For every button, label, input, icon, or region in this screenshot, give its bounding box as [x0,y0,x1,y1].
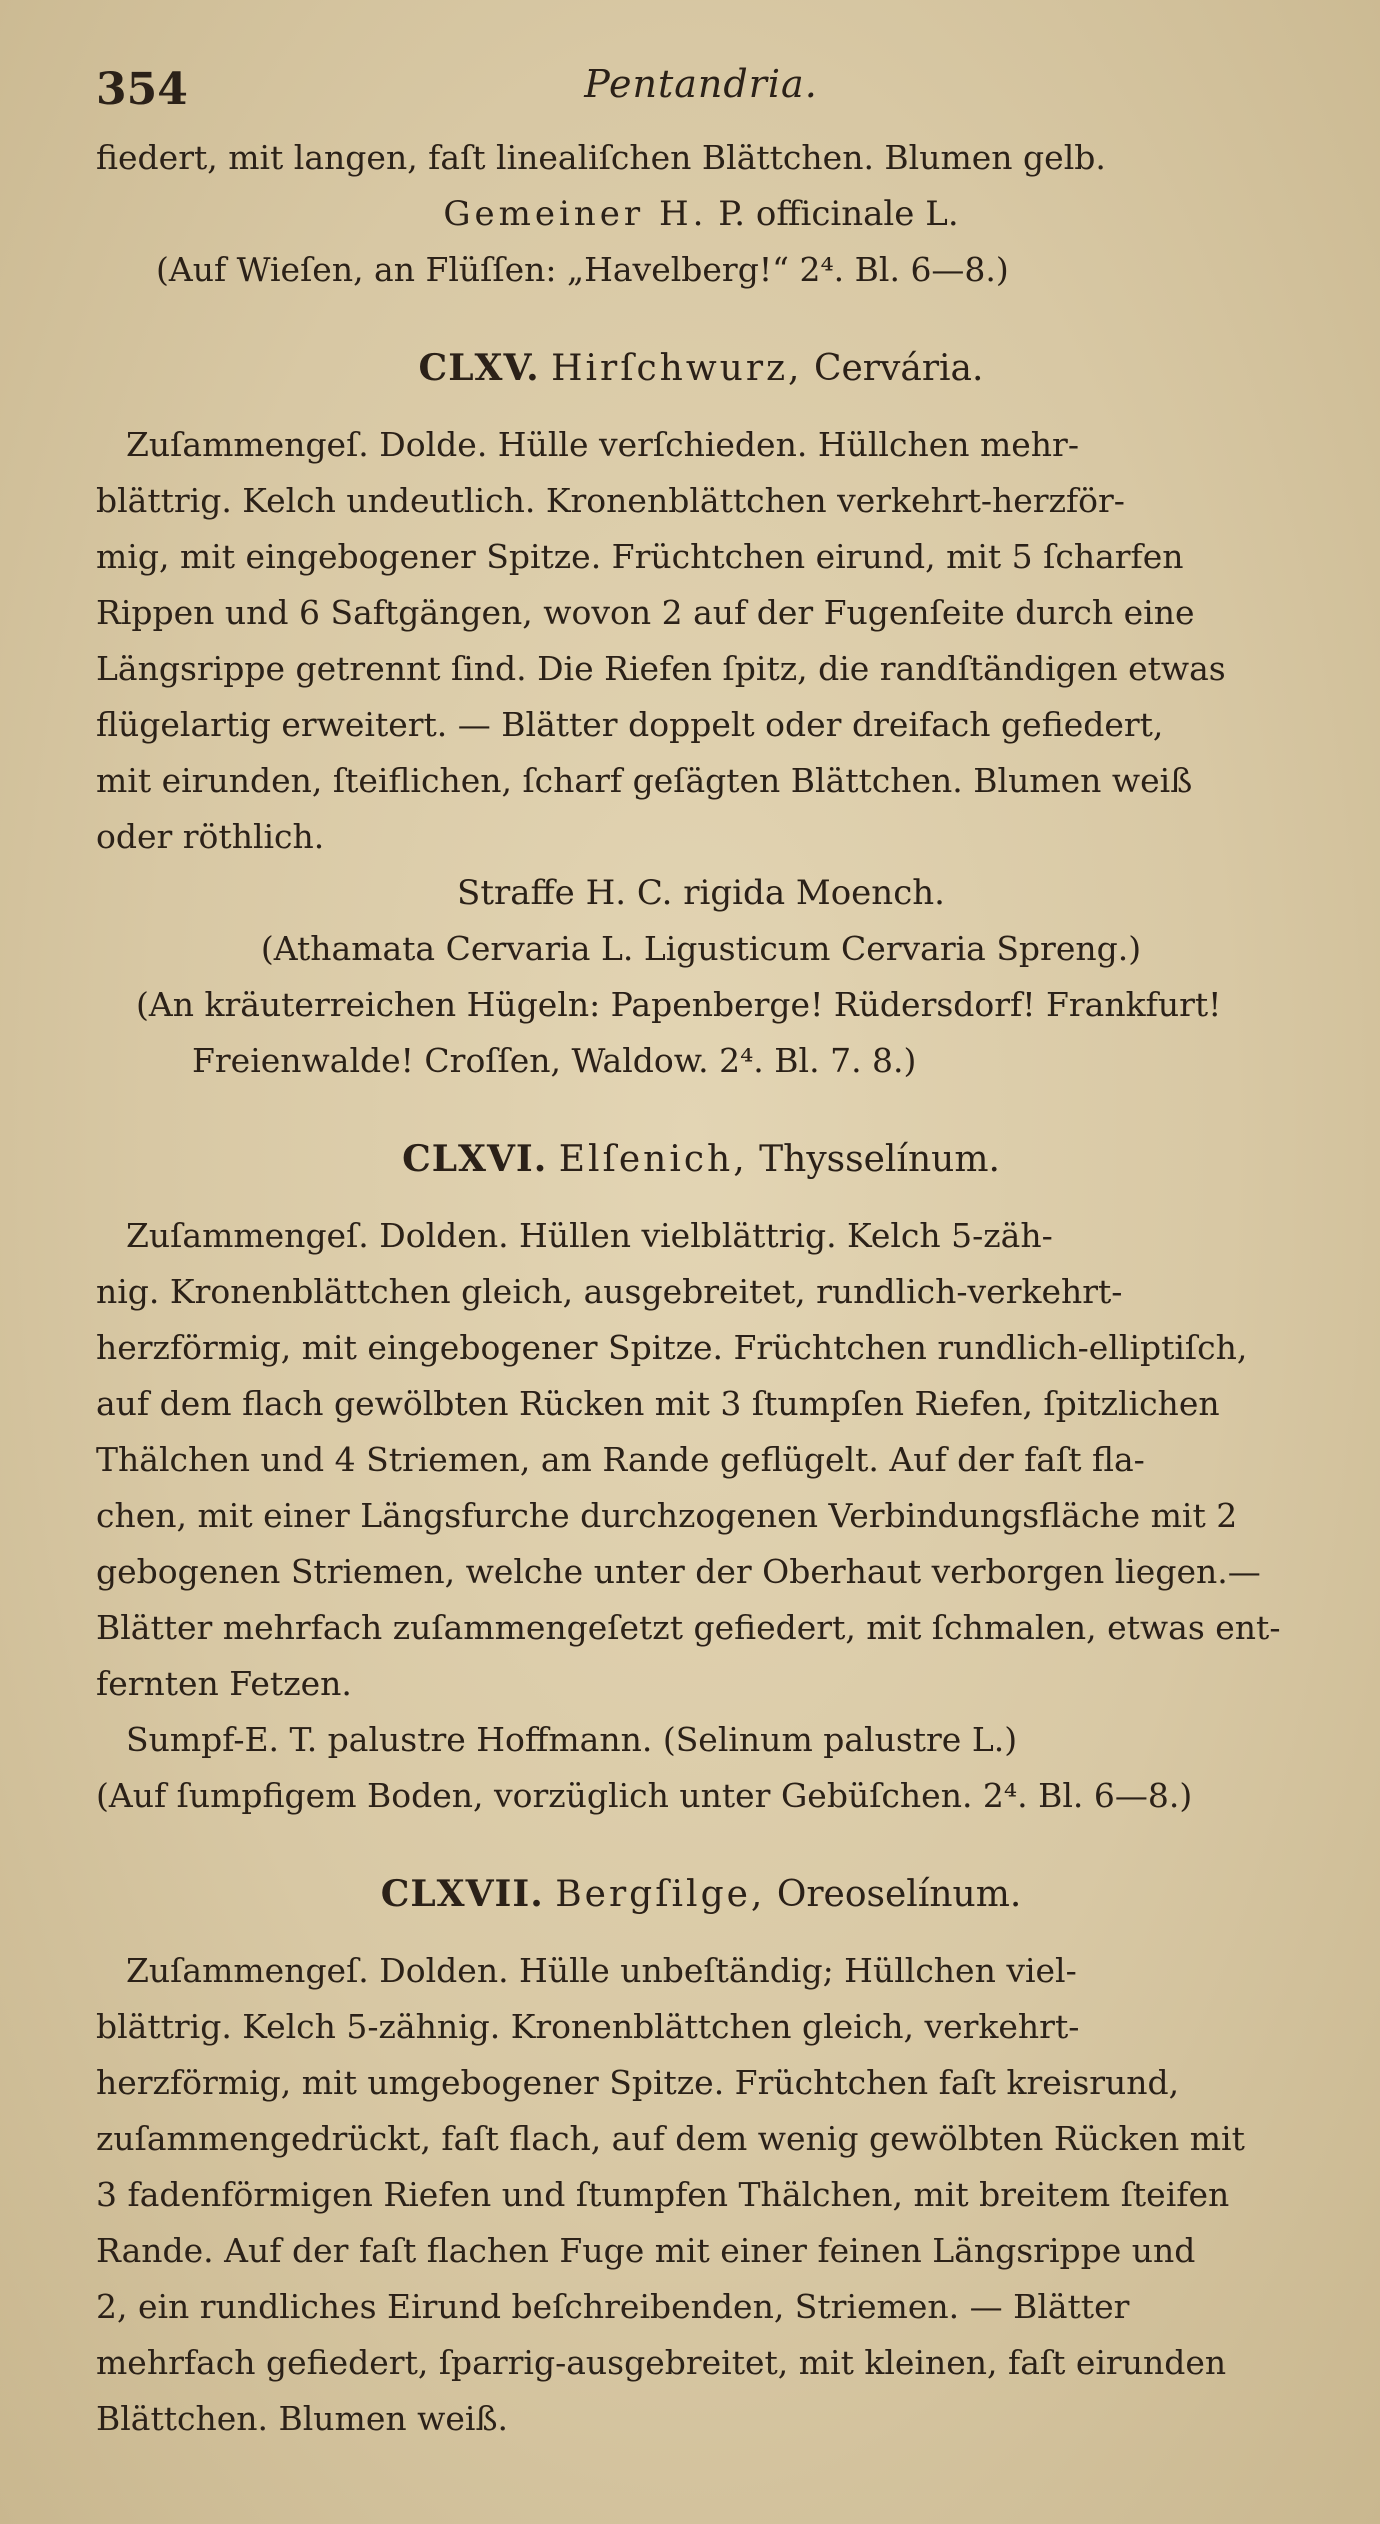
habitat-block: (An kräuterreichen Hügeln: Papenberge! Rüdersdorf! Frankfurt! Freienwalde! Croſſen, Waldow. 2⁴. Bl. 7. 8.) [136,985,1222,1080]
section-heading: CLXV. Hirſchwurz, Cervária. [418,347,984,389]
page-header [96,56,1306,130]
section-heading: CLXVI. Elſenich, Thysselínum. [402,1138,1000,1180]
section-heading: CLXVII. Bergſilge, Oreoselínum. [380,1873,1022,1915]
section-description: Zuſammengeſ. Dolde. Hülle verſchieden. Hüllchen mehr- blättrig. Kelch undeutlich. Kronenblättchen verkehrt-herzför- mig, mit eingebogener Spitze. Früchtchen eirund, mit 5 ſcharfen Rippen und 6 Saftgängen, wovon 2 auf der Fugenſeite durch eine Längsrippe getrennt ſind. Die Riefen ſpitz, die randſtändigen etwas flügelartig erweitert. — Blätter doppelt oder dreifach gefiedert, mit eirunden, ſteiflichen, ſcharf geſägten Blättchen. Blumen weiß oder röthlich. [96,425,1226,856]
running-head: Pentandria. [584,62,818,106]
section-clxvi [96,1129,1306,1824]
page-number: 354 [96,64,188,115]
section-clxv [96,338,1306,1089]
section-clxvii [96,1864,1306,2447]
intro-line: fiedert, mit langen, faſt linealiſchen Blättchen. Blumen gelb. [96,138,1106,177]
intro-habitat: (Auf Wieſen, an Flüſſen: „Havelberg!“ 2⁴. Bl. 6—8.) [156,250,1009,289]
intro-species: Gemeiner H. P. officinale L. [443,194,959,234]
species-line: Sumpf-E. T. palustre Hoffmann. (Selinum palustre L.) [126,1720,1018,1759]
section-description: Zuſammengeſ. Dolden. Hüllen vielblättrig. Kelch 5-zäh- nig. Kronenblättchen gleich, ausgebreitet, rundlich-verkehrt- herzförmig, mit eingebogener Spitze. Früchtchen rundlich-elliptiſch, auf dem flach gewölbten Rücken mit 3 ſtumpſen Riefen, ſpitzlichen Thälchen und 4 Striemen, am Rande geflügelt. Auf der faſt fla- chen, mit einer Längsfurche durchzogenen Verbindungsfläche mit 2 gebogenen Striemen, welche unter der Oberhaut verborgen liegen.— Blätter mehrfach zuſammengeſetzt gefiedert, mit ſchmalen, etwas ent- fernten Fetzen. [96,1216,1281,1703]
intro-block [96,130,1306,298]
species-line: Straffe H. C. rigida Moench. [457,873,945,913]
habitat-line: (Auf ſumpfigem Boden, vorzüglich unter Gebüſchen. 2⁴. Bl. 6—8.) [96,1776,1193,1815]
book-page [96,56,1306,2447]
synonyms-line: (Athamata Cervaria L. Ligusticum Cervaria Spreng.) [260,929,1142,968]
section-description: Zuſammengeſ. Dolden. Hülle unbeſtändig; Hüllchen viel- blättrig. Kelch 5-zähnig. Kronenblättchen gleich, verkehrt- herzförmig, mit umgebogener Spitze. Früchtchen faſt kreisrund, zuſammengedrückt, faſt flach, auf dem wenig gewölbten Rücken mit 3 fadenförmigen Riefen und ſtumpfen Thälchen, mit breitem ſteifen Rande. Auf der faſt flachen Fuge mit einer feinen Längsrippe und 2, ein rundliches Eirund beſchreibenden, Striemen. — Blätter mehrfach gefiedert, ſparrig-ausgebreitet, mit kleinen, faſt eirunden Blättchen. Blumen weiß. [96,1951,1245,2438]
